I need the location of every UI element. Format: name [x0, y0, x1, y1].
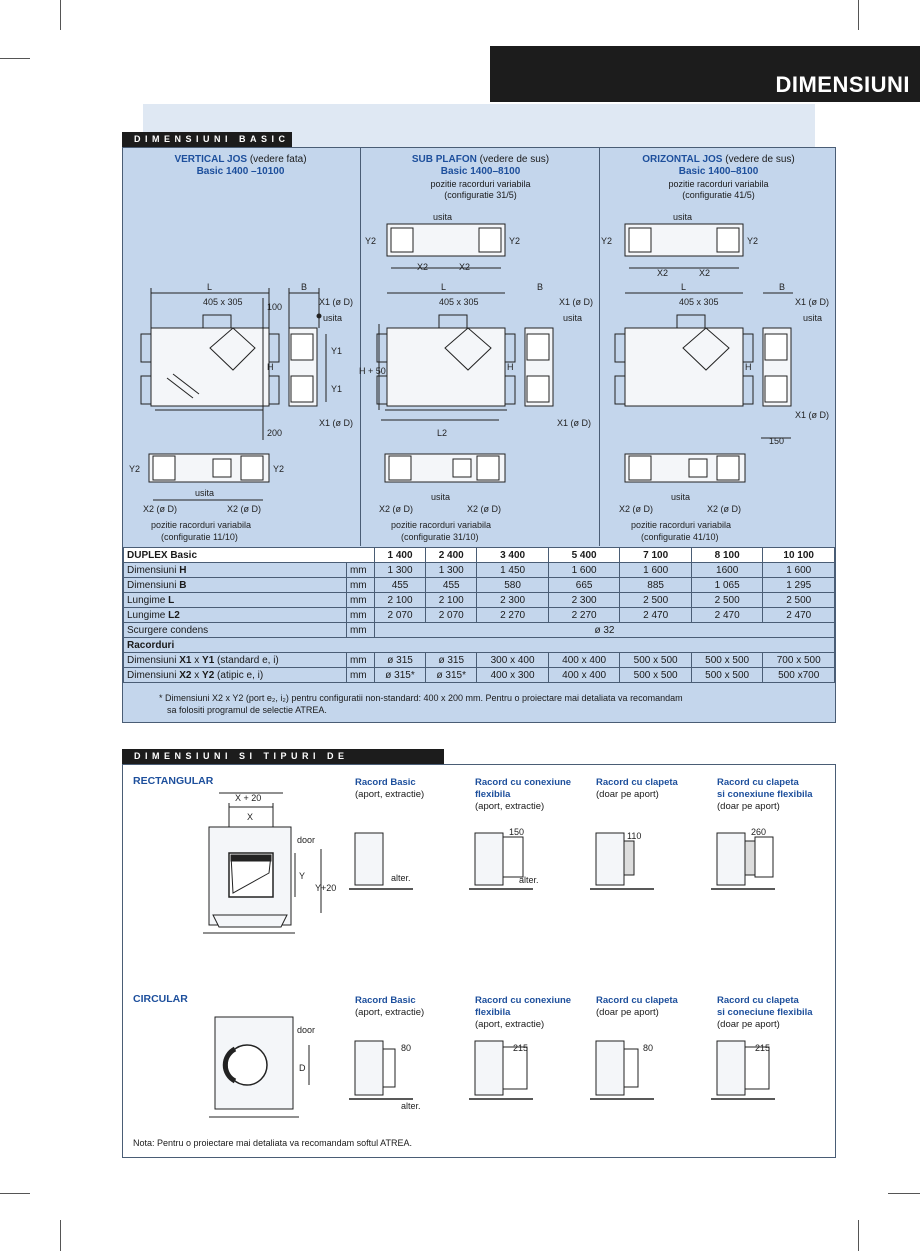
racord-desc: (aport, extractie): [355, 1007, 425, 1018]
value-cell: 400 x 400: [548, 653, 620, 668]
racord-title: Racord cu clapeta: [596, 777, 678, 788]
label-x1: X1 (ø D): [557, 418, 592, 428]
page-header: [490, 46, 920, 102]
value-cell: 1 065: [691, 578, 763, 593]
value-cell: 2 500: [763, 593, 835, 608]
label-text: Dimensiuni: [127, 579, 180, 591]
label-x2-short: X2: [417, 262, 429, 272]
label-x2-short: X2: [657, 268, 669, 278]
table-row: [124, 608, 835, 623]
label-H: H: [507, 362, 514, 372]
value-cell: 2 500: [691, 593, 763, 608]
column-model: Basic 1400 –10100: [196, 166, 285, 177]
value-cell: 1 300: [374, 563, 425, 578]
racord-desc: (aport, extractie): [475, 801, 545, 812]
value-cell: 2 500: [620, 593, 692, 608]
unit-dimension-drawings: [123, 148, 835, 546]
table-row: [124, 578, 835, 593]
value-cell: 1 450: [477, 563, 549, 578]
unit-cell: mm: [346, 563, 374, 578]
value-cell: 400 x 400: [548, 668, 620, 683]
table-row: [124, 653, 835, 668]
value-cell: 300 x 400: [477, 653, 549, 668]
label-alter: alter.: [519, 875, 539, 885]
column-note: pozitie racorduri variabila: [668, 179, 769, 189]
label-text: x: [191, 669, 203, 681]
label-grille: 405 x 305: [439, 297, 479, 307]
label-alter: alter.: [391, 873, 411, 883]
label-dim-circ: 80: [401, 1043, 412, 1053]
label-x: X: [247, 812, 254, 822]
label-x1: X1 (ø D): [795, 410, 830, 420]
label-text: (standard e, i): [214, 654, 279, 666]
value-cell: 1 300: [426, 563, 477, 578]
value-cell: 2 070: [426, 608, 477, 623]
sub-plafon-top-drawing: [387, 224, 505, 268]
value-cell: 2 100: [426, 593, 477, 608]
label-usita: usita: [563, 313, 583, 323]
racord-title: flexibila: [475, 789, 511, 800]
label-bold: L2: [168, 609, 180, 621]
value-cell: ø 315: [374, 653, 425, 668]
value-cell: 885: [620, 578, 692, 593]
table-header-cell: 2 400: [426, 548, 477, 563]
column-title: VERTICAL JOS: [174, 154, 248, 165]
rect-racord-details: [349, 833, 775, 889]
row-label: Scurgere condens: [124, 623, 347, 638]
racord-desc: (doar pe aport): [717, 801, 780, 812]
circular-label: CIRCULAR: [133, 993, 188, 1005]
racorduri-panel: [122, 764, 836, 1158]
value-cell: 1 600: [763, 563, 835, 578]
label-y2: Y2: [509, 236, 521, 246]
label-config-1: (configuratie 11/10): [161, 532, 238, 542]
table-header-cell: 7 100: [620, 548, 692, 563]
racord-desc: (aport, extractie): [355, 789, 425, 800]
label-x2-short: X2: [459, 262, 471, 272]
label-dim-rect: 260: [751, 827, 767, 837]
crop-mark: [858, 1220, 859, 1251]
value-cell: 1600: [691, 563, 763, 578]
label-config-a: pozitie racorduri variabila: [151, 520, 252, 530]
racorduri-label: Racorduri: [124, 638, 835, 653]
value-cell: 700 x 500: [763, 653, 835, 668]
label-bold: X1: [179, 654, 192, 666]
column-title: SUB PLAFON: [411, 154, 477, 165]
orizontal-side-drawing: [761, 293, 793, 438]
racord-title: si coneciune flexibila: [717, 1007, 813, 1018]
row-label: [124, 563, 347, 578]
value-cell: 500 x700: [763, 668, 835, 683]
label-grille: 405 x 305: [203, 297, 243, 307]
table-row: [124, 668, 835, 683]
table-header-cell: 3 400: [477, 548, 549, 563]
racord-title: flexibila: [475, 1007, 511, 1018]
label-bold: X2: [179, 669, 192, 681]
label-x2: X2 (ø D): [707, 504, 742, 514]
section-tab-racorduri: DIMENSIUNI SI TIPURI DE: [122, 749, 444, 764]
label-usita: usita: [433, 212, 453, 222]
label-dim-circ: 80: [643, 1043, 654, 1053]
racord-title: Racord cu conexiune: [475, 777, 572, 788]
label-y2: Y2: [747, 236, 759, 246]
racord-title: Racord Basic: [355, 995, 416, 1006]
label-config-3: (configuratie 41/10): [641, 532, 719, 542]
column-note: pozitie racorduri variabila: [430, 179, 531, 189]
label-x2-short: X2: [699, 268, 711, 278]
row-label: [124, 593, 347, 608]
table-header-cell: 8 100: [691, 548, 763, 563]
label-config-2: (configuratie 31/10): [401, 532, 479, 542]
column-config: (configuratie 41/5): [682, 190, 755, 200]
label-config-a: pozitie racorduri variabila: [631, 520, 732, 530]
value-cell: 455: [374, 578, 425, 593]
label-text: x: [191, 654, 203, 666]
table-row: [124, 623, 835, 638]
row-label: [124, 653, 347, 668]
value-cell: 665: [548, 578, 620, 593]
label-text: Lungime: [127, 594, 169, 606]
racord-desc: (aport, extractie): [475, 1019, 545, 1030]
table-header-row: [124, 548, 835, 563]
value-cell: 2 300: [477, 593, 549, 608]
value-cell: 2 100: [374, 593, 425, 608]
label-text: Dimensiuni: [127, 669, 180, 681]
rectangular-label: RECTANGULAR: [133, 775, 214, 787]
label-x1: X1 (ø D): [319, 297, 354, 307]
label-B: B: [537, 282, 544, 292]
table-row: [124, 593, 835, 608]
label-x2: X2 (ø D): [227, 504, 262, 514]
sub-plafon-bottom-drawing: [385, 454, 505, 482]
label-dim-rect: 150: [509, 827, 525, 837]
value-cell: 400 x 300: [477, 668, 549, 683]
label-text: Dimensiuni: [127, 564, 180, 576]
label-H: H: [745, 362, 752, 372]
table-header-cell: 10 100: [763, 548, 835, 563]
page-title: DIMENSIUNI: [775, 72, 910, 97]
value-cell: 1 600: [620, 563, 692, 578]
rectangular-unit-view: [203, 793, 321, 933]
label-text: (atipic e, i): [214, 669, 264, 681]
value-cell: 455: [426, 578, 477, 593]
section-tab-basic: DIMENSIUNI BASIC: [122, 132, 292, 147]
racord-title: Racord cu clapeta: [717, 777, 799, 788]
table-row: [124, 563, 835, 578]
label-y2: Y2: [273, 464, 285, 474]
label-grille: 405 x 305: [679, 297, 719, 307]
circular-unit-view: [209, 1017, 309, 1117]
value-cell: 500 x 500: [691, 653, 763, 668]
specifications-table: [123, 547, 835, 683]
label-y2: Y2: [601, 236, 613, 246]
unit-cell: mm: [346, 668, 374, 683]
sub-plafon-side-drawing: [525, 328, 553, 406]
value-cell: 580: [477, 578, 549, 593]
orizontal-top-drawing: [625, 224, 743, 268]
label-xp20: X + 20: [235, 793, 262, 803]
crop-mark: [0, 1193, 30, 1194]
row-label: [124, 668, 347, 683]
value-cell: 500 x 500: [620, 668, 692, 683]
crop-mark: [60, 1220, 61, 1251]
label-y1: Y1: [331, 346, 343, 356]
table-header-cell: 5 400: [548, 548, 620, 563]
value-cell: 2 270: [548, 608, 620, 623]
label-d: D: [299, 1063, 306, 1073]
racord-title: Racord cu clapeta: [717, 995, 799, 1006]
racord-title: Racord cu conexiune: [475, 995, 572, 1006]
label-H50: H + 50: [359, 366, 386, 376]
crop-mark: [888, 1193, 920, 1194]
label-y2: Y2: [129, 464, 141, 474]
label-dim-circ: 215: [755, 1043, 771, 1053]
label-y1: Y1: [331, 384, 343, 394]
label-x1: X1 (ø D): [795, 297, 830, 307]
label-usita: usita: [673, 212, 693, 222]
racorduri-drawings: [123, 765, 835, 1135]
footnote-line: sa folositi programul de selectie ATREA.: [167, 705, 327, 715]
column-config: (configuratie 31/5): [444, 190, 517, 200]
crop-mark: [60, 0, 61, 30]
label-x1: X1 (ø D): [559, 297, 594, 307]
label-bold: H: [179, 564, 187, 576]
value-cell: ø 315: [426, 653, 477, 668]
label-L: L: [681, 282, 687, 292]
crop-mark: [0, 58, 30, 59]
value-cell: 2 070: [374, 608, 425, 623]
circ-racord-details: [349, 1041, 775, 1099]
racord-title: Racord Basic: [355, 777, 416, 788]
label-L: L: [207, 282, 213, 292]
unit-cell: mm: [346, 608, 374, 623]
racord-desc: (doar pe aport): [596, 789, 659, 800]
value-cell: 500 x 500: [691, 668, 763, 683]
label-usita: usita: [195, 488, 215, 498]
sub-plafon-front-drawing: [377, 293, 515, 420]
label-usita: usita: [323, 313, 343, 323]
column-view: (vedere de sus): [479, 154, 550, 165]
racord-title: Racord cu clapeta: [596, 995, 678, 1006]
label-x1: X1 (ø D): [319, 418, 354, 428]
basic-dimensions-panel: [122, 147, 836, 723]
label-usita: usita: [803, 313, 823, 323]
vertical-front-drawing: [141, 288, 279, 440]
footnote: [159, 692, 809, 716]
label-dim-circ: 215: [513, 1043, 529, 1053]
label-x2: X2 (ø D): [467, 504, 502, 514]
racord-desc: (doar pe aport): [717, 1019, 780, 1030]
table-header-cell: 1 400: [374, 548, 425, 563]
value-cell: 2 270: [477, 608, 549, 623]
column-title: ORIZONTAL JOS: [642, 154, 723, 165]
label-text: Dimensiuni: [127, 654, 180, 666]
footnote-line: * Dimensiuni X2 x Y2 (port e₂, i₂) pentru configuratii non-standard: 400 x 200 mm. Pentru o proiectare mai detaliata va recomandam: [159, 693, 683, 703]
label-text: Lungime: [127, 609, 169, 621]
label-H: H: [267, 362, 274, 372]
label-L2: L2: [437, 428, 448, 438]
label-bold: L: [168, 594, 175, 606]
racord-desc: (doar pe aport): [596, 1007, 659, 1018]
value-cell: 2 470: [691, 608, 763, 623]
label-usita: usita: [431, 492, 451, 502]
label-usita: usita: [671, 492, 691, 502]
column-model: Basic 1400–8100: [678, 166, 759, 177]
label-x2: X2 (ø D): [143, 504, 178, 514]
label-x2: X2 (ø D): [379, 504, 414, 514]
unit-cell: mm: [346, 653, 374, 668]
label-150: 150: [769, 436, 785, 446]
label-y2: Y2: [365, 236, 377, 246]
orizontal-bottom-drawing: [625, 454, 745, 482]
crop-mark: [858, 0, 859, 30]
label-bold: Y1: [202, 654, 215, 666]
label-config-a: pozitie racorduri variabila: [391, 520, 492, 530]
label-door: door: [297, 1025, 316, 1035]
unit-cell: mm: [346, 593, 374, 608]
label-door: door: [297, 835, 316, 845]
label-x2: X2 (ø D): [619, 504, 654, 514]
label-100: 100: [267, 302, 283, 312]
table-row: [124, 638, 835, 653]
label-alter: alter.: [401, 1101, 421, 1111]
label-L: L: [441, 282, 447, 292]
label-B: B: [301, 282, 308, 292]
label-yp20: Y+20: [315, 883, 337, 893]
orizontal-front-drawing: [615, 293, 753, 406]
label-y: Y: [299, 871, 306, 881]
label-200: 200: [267, 428, 283, 438]
value-cell: 500 x 500: [620, 653, 692, 668]
value-cell: 1 600: [548, 563, 620, 578]
label-dim-rect: 110: [627, 831, 642, 841]
table-header-cell: DUPLEX Basic: [124, 548, 375, 563]
value-cell: ø 315*: [426, 668, 477, 683]
column-view: (vedere de sus): [725, 154, 795, 165]
label-bold: B: [179, 579, 187, 591]
label-B: B: [779, 282, 786, 292]
unit-cell: mm: [346, 578, 374, 593]
value-cell: 2 470: [763, 608, 835, 623]
row-label: [124, 608, 347, 623]
label-bold: Y2: [202, 669, 215, 681]
value-cell: ø 32: [374, 623, 834, 638]
value-cell: 1 295: [763, 578, 835, 593]
value-cell: ø 315*: [374, 668, 425, 683]
row-label: [124, 578, 347, 593]
value-cell: 2 300: [548, 593, 620, 608]
racord-title: si conexiune flexibila: [717, 789, 813, 800]
racorduri-note: Nota: Pentru o proiectare mai detaliata va recomandam softul ATREA.: [133, 1138, 412, 1148]
unit-cell: mm: [346, 623, 374, 638]
column-model: Basic 1400–8100: [440, 166, 521, 177]
column-view: (vedere fata): [249, 154, 307, 165]
value-cell: 2 470: [620, 608, 692, 623]
